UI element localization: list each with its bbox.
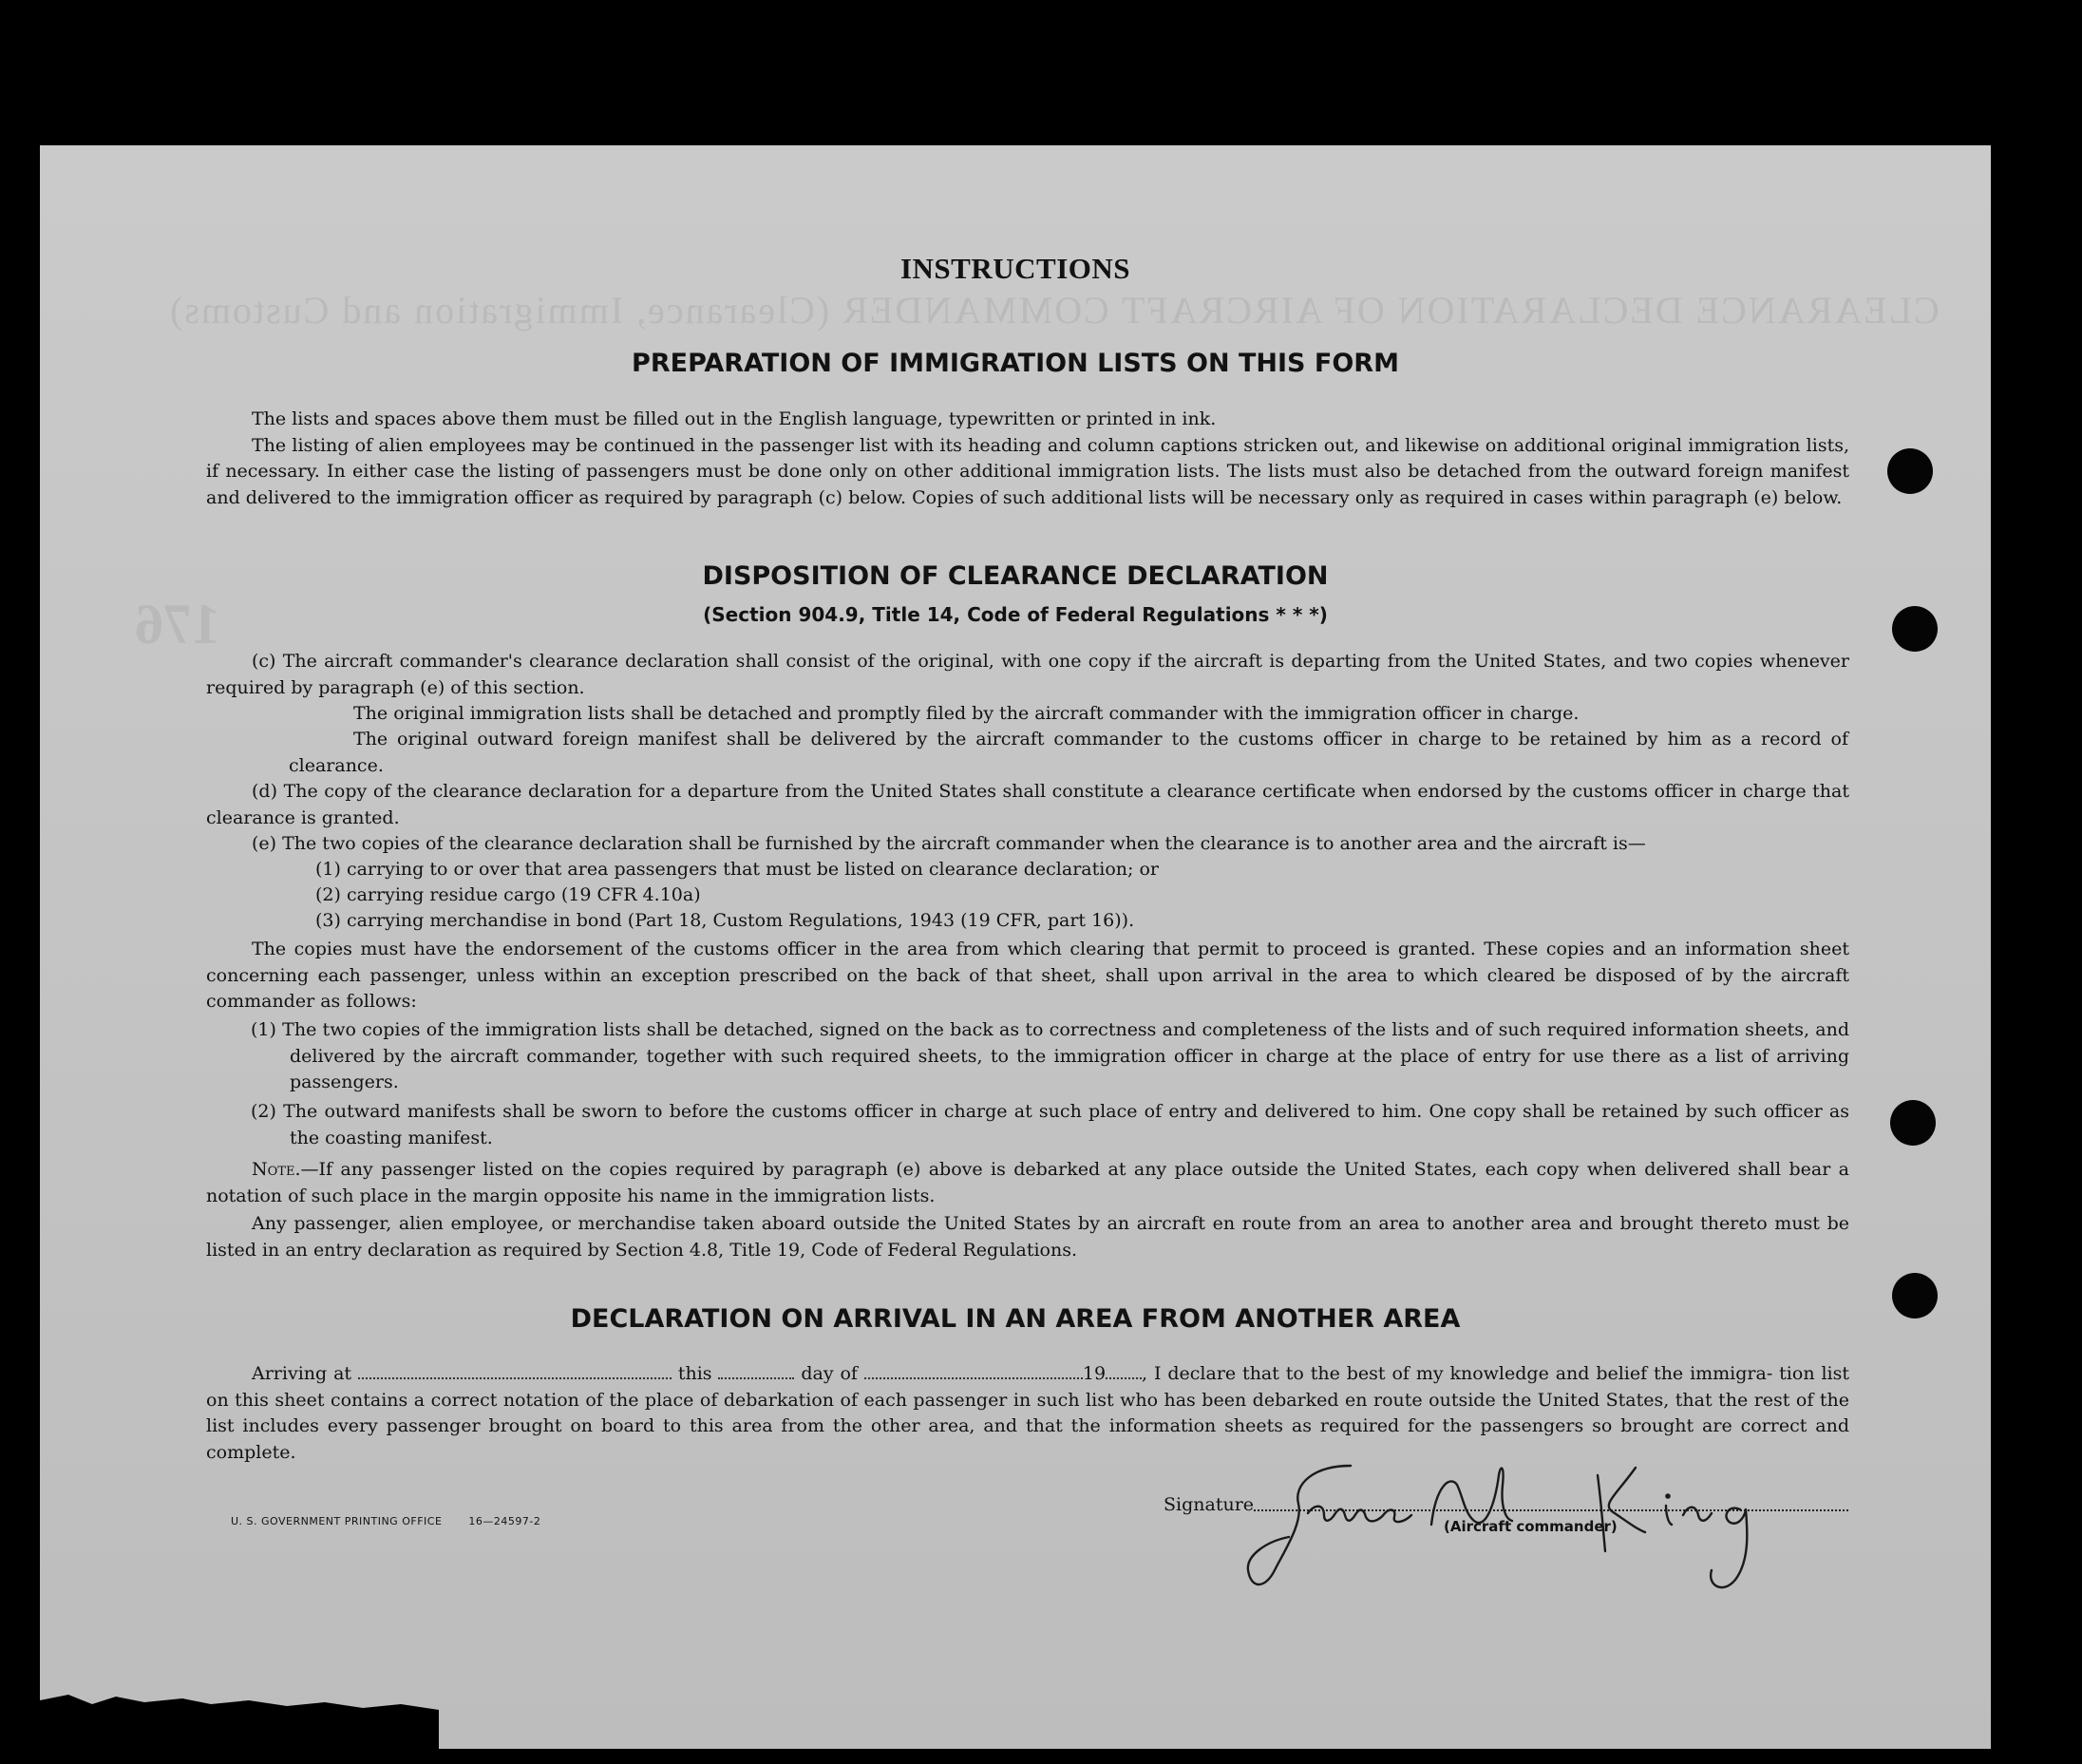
punch-hole — [1892, 606, 1938, 652]
declaration-rest: tion list on this sheet contains a correct notation of the place of debarkation of each passenger in such list who has been debarked en route outside the United States, that the rest of the list includes every passenger brought on board to this area from the other area, and that the information sheets as required for the passengers so brought are correct and complete. — [206, 1363, 1849, 1463]
numbered-item: (2) The outward manifests shall be sworn to before the customs officer in charge at such place of entry and delivered to him. One copy shall be retained by such officer as the coasting manifest. — [251, 1101, 1849, 1148]
list-item: (1) carrying to or over that area passengers that must be listed on clearance declaration; or — [315, 859, 1159, 880]
numbered-item: (1) The two copies of the immigration lists shall be detached, signed on the back as to correctness and completeness of the lists and of such required information sheets, and delivered by the aircraft commander, together with such required sheets, to the immigration officer in charge at the place of entry for use there as a list of arriving passengers. — [251, 1019, 1849, 1092]
section-heading-disposition: DISPOSITION OF CLEARANCE DECLARATION — [702, 561, 1329, 591]
torn-edge — [40, 1691, 439, 1749]
para-any-text: Any passenger, alien employee, or merchandise taken aboard outside the United States by an aircraft en route from an area to another area and brought thereto must be listed in an entry declaration as required by Section 4.8, Title 19, Code of Federal Regulations. — [206, 1213, 1849, 1261]
para-c2-text: The original immigration lists shall be detached and promptly filed by the aircraft commander with the immigration officer in charge. — [353, 703, 1580, 724]
paragraph-copies — [206, 937, 1849, 1015]
this-label: this — [677, 1363, 712, 1384]
day-of-label: day of — [801, 1363, 858, 1384]
arriving-at-blank[interactable] — [358, 1376, 672, 1379]
paragraph-c2 — [289, 701, 1848, 728]
year-blank[interactable] — [1106, 1376, 1142, 1379]
para-d-text: (d) The copy of the clearance declaration for a departure from the United States shall constitute a clearance certificate when endorsed by the customs officer in charge that clearance is granted. — [206, 781, 1849, 828]
signature-label: Signature — [1164, 1494, 1255, 1515]
signature-caption: (Aircraft commander) — [1444, 1518, 1618, 1535]
immigration-para-1: The lists and spaces above them must be filled out in the English language, typewritten or printed in ink. — [252, 408, 1217, 429]
printer-name: U. S. GOVERNMENT PRINTING OFFICE — [231, 1515, 443, 1527]
para-c3-text: The original outward foreign manifest shall be delivered by the aircraft commander to the customs officer in charge to be retained by him as a record of clearance. — [289, 729, 1848, 776]
list-item: (3) carrying merchandise in bond (Part 18, Custom Regulations, 1943 (19 CFR, part 16)). — [315, 910, 1135, 931]
section-subheading-disposition: (Section 904.9, Title 14, Code of Federal Regulations * * *) — [703, 603, 1328, 626]
paragraph-immigration — [206, 407, 1849, 511]
bleed-through-text: CLEARANCE DECLARATION OF AIRCRAFT COMMANDER (Clearance, Immigration and Customs) — [168, 289, 1940, 332]
paragraph-c3 — [289, 727, 1848, 779]
para-e-text: (e) The two copies of the clearance declaration shall be furnished by the aircraft commander when the clearance is to another area and the aircraft is— — [252, 833, 1646, 854]
punch-hole — [1887, 448, 1933, 494]
paragraph-e — [206, 831, 1849, 858]
punch-hole — [1892, 1273, 1938, 1318]
paragraph-d — [206, 779, 1849, 831]
page-title: INSTRUCTIONS — [899, 252, 1130, 285]
note-label: Note. — [252, 1159, 301, 1180]
para-c-text: (c) The aircraft commander's clearance declaration shall consist of the original, with one copy if the aircraft is departing from the United States, and two copies whenever required by paragraph (e) of this section. — [206, 651, 1849, 698]
bleed-through-number: 176 — [135, 593, 220, 655]
para-copies-text: The copies must have the endorsement of the customs officer in the area from which clearing that permit to proceed is granted. These copies and an information sheet concerning each passenger, unless within an exception prescribed on the back of that sheet, shall upon arrival in the area to which cleared be disposed of by the aircraft commander as follows: — [206, 939, 1849, 1012]
declaration-tail: , I declare that to the best of my knowledge and belief the immigra- — [1142, 1363, 1773, 1384]
paragraph-c — [206, 649, 1849, 701]
year-prefix: 19 — [1082, 1363, 1107, 1384]
handwritten-signature — [1237, 1447, 1769, 1599]
section-heading-arrival: DECLARATION ON ARRIVAL IN AN AREA FROM ANOTHER AREA — [570, 1304, 1461, 1334]
paragraph-any-passenger — [206, 1211, 1849, 1263]
day-blank[interactable] — [718, 1376, 794, 1379]
note-text: —If any passenger listed on the copies required by paragraph (e) above is debarked at any place outside the United States, each copy when delivered shall bear a notation of such place in the margin opposite his name in the immigration lists. — [206, 1159, 1849, 1206]
paragraph-note — [206, 1157, 1849, 1209]
arriving-at-label: Arriving at — [252, 1363, 352, 1384]
punch-hole — [1890, 1100, 1936, 1146]
printer-footer — [231, 1515, 540, 1527]
section-heading-immigration: PREPARATION OF IMMIGRATION LISTS ON THIS FORM — [632, 349, 1399, 378]
form-number: 16—24597-2 — [468, 1515, 541, 1527]
list-item: (2) carrying residue cargo (19 CFR 4.10a) — [315, 884, 701, 905]
month-blank[interactable] — [864, 1376, 1083, 1379]
immigration-para-2: The listing of alien employees may be continued in the passenger list with its heading and column captions stricken out, and likewise on additional original immigration lists, if necessary. In either case the listing of passengers must be done only on other additional immigration lists. The lists must also be detached from the outward foreign manifest and delivered to the immigration officer as required by paragraph (c) below. Copies of such additional lists will be necessary only as required in cases within paragraph (e) below. — [206, 434, 1849, 508]
document-page — [40, 145, 1991, 1749]
